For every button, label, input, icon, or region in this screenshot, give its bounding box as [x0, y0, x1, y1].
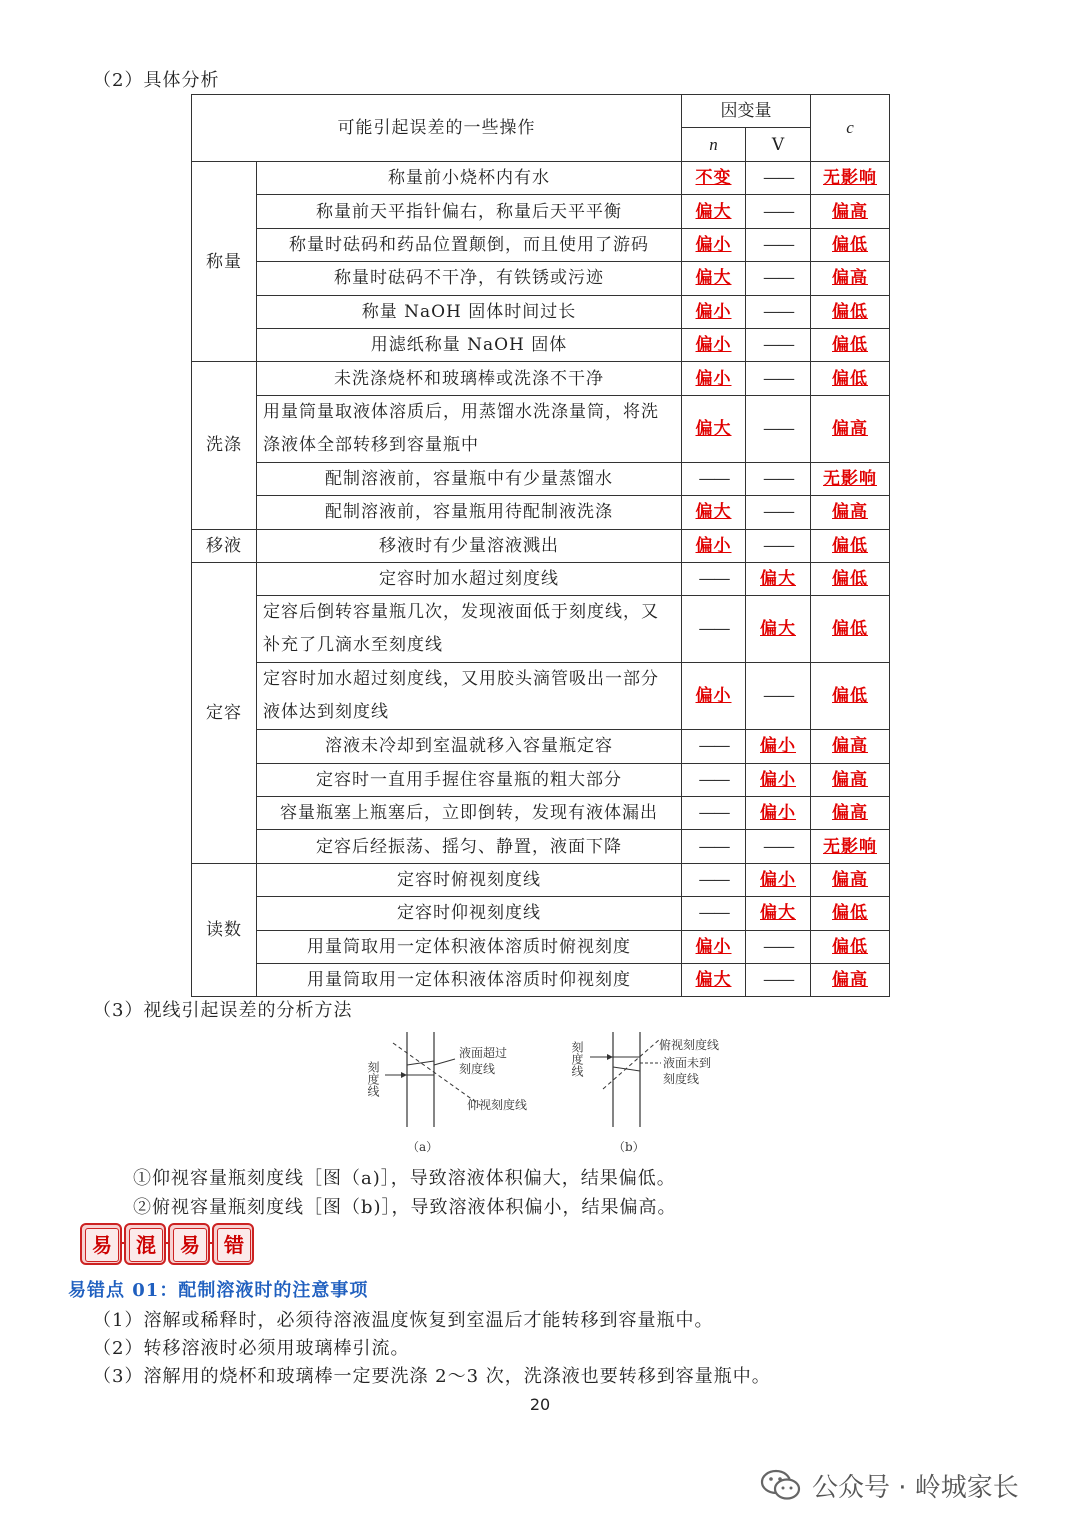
c-effect-cell [811, 562, 890, 595]
category-cell: 称量 [192, 162, 257, 362]
c-effect-cell [811, 897, 890, 930]
v-effect-value: 偏小 [760, 803, 796, 824]
n-effect-cell [682, 162, 746, 195]
category-cell: 读数 [192, 863, 257, 997]
v-effect-value: —— [763, 201, 793, 222]
n-effect-cell [682, 897, 746, 930]
v-effect-cell [746, 663, 811, 730]
v-effect-value: —— [763, 301, 793, 322]
operation-cell: 配制溶液前，容量瓶中有少量蒸馏水 [257, 462, 682, 495]
c-effect-cell [811, 529, 890, 562]
caption-a: （a） [407, 1140, 439, 1154]
header-c: c [811, 95, 890, 162]
c-effect-cell [811, 663, 890, 730]
n-effect-cell [682, 830, 746, 863]
n-effect-cell [682, 462, 746, 495]
c-effect-cell [811, 228, 890, 261]
operation-cell: 溶液未冷却到室温就移入容量瓶定容 [257, 730, 682, 763]
n-effect-value: —— [698, 619, 729, 640]
n-effect-value: 偏小 [695, 936, 732, 957]
n-effect-cell [682, 863, 746, 896]
watermark [760, 1463, 1019, 1507]
n-effect-cell [682, 964, 746, 997]
c-effect-value: 偏高 [832, 769, 868, 790]
n-effect-value: —— [698, 769, 729, 790]
table-row [192, 395, 890, 462]
n-effect-value: 偏大 [695, 418, 732, 439]
n-effect-cell [682, 328, 746, 361]
v-effect-value: 偏小 [760, 736, 796, 757]
c-effect-value: 偏高 [832, 970, 868, 991]
v-effect-value: —— [763, 836, 793, 857]
n-effect-value: 偏大 [695, 201, 732, 222]
label-scale-a: 刻度线 [366, 1061, 380, 1097]
n-effect-value: —— [698, 870, 729, 891]
header-v: V [746, 128, 811, 162]
operation-cell: 称量前小烧杯内有水 [257, 162, 682, 195]
c-effect-cell [811, 763, 890, 796]
n-effect-cell [682, 529, 746, 562]
pitfall-item: （2）转移溶液时必须用玻璃棒引流。 [93, 1338, 410, 1359]
v-effect-value: —— [763, 468, 793, 489]
c-effect-value: 偏低 [832, 301, 868, 322]
table-row [192, 529, 890, 562]
table-row [192, 162, 890, 195]
v-effect-value: 偏大 [760, 619, 796, 640]
c-effect-value: 偏低 [832, 569, 868, 590]
n-effect-cell [682, 763, 746, 796]
n-effect-cell [682, 496, 746, 529]
c-effect-value: 偏低 [832, 368, 868, 389]
c-effect-cell [811, 930, 890, 963]
n-effect-value: 偏大 [695, 970, 732, 991]
c-effect-cell [811, 730, 890, 763]
c-effect-value: 无影响 [823, 836, 877, 857]
n-effect-value: 不变 [695, 168, 732, 189]
c-effect-value: 偏低 [832, 335, 868, 356]
c-effect-value: 偏低 [832, 686, 868, 707]
v-effect-value: —— [763, 168, 793, 189]
n-effect-value: —— [698, 736, 729, 757]
v-effect-value: 偏大 [760, 569, 796, 590]
section-2-title: （2）具体分析 [93, 70, 220, 91]
section-3-title: （3）视线引起误差的分析方法 [93, 1000, 353, 1021]
v-effect-value: —— [763, 970, 793, 991]
c-effect-value: 偏低 [832, 936, 868, 957]
n-effect-cell [682, 930, 746, 963]
c-effect-cell [811, 496, 890, 529]
v-effect-cell [746, 395, 811, 462]
v-effect-value: —— [763, 502, 793, 523]
label-b-under2: 刻度线 [663, 1072, 700, 1086]
error-analysis-table [191, 94, 890, 997]
operation-cell: 未洗涤烧杯和玻璃棒或洗涤不干净 [257, 362, 682, 395]
c-effect-value: 偏高 [832, 268, 868, 289]
c-effect-cell [811, 395, 890, 462]
n-effect-cell [682, 562, 746, 595]
c-effect-cell [811, 195, 890, 228]
wechat-icon [760, 1468, 802, 1502]
operation-cell: 定容后经振荡、摇匀、静置，液面下降 [257, 830, 682, 863]
v-effect-cell [746, 462, 811, 495]
label-scale-b: 刻度线 [570, 1041, 584, 1077]
operation-cell: 定容时加水超过刻度线 [257, 562, 682, 595]
operation-cell: 容量瓶塞上瓶塞后，立即倒转，发现有液体漏出 [257, 797, 682, 830]
operation-cell: 称量时砝码和药品位置颠倒，而且使用了游码 [257, 228, 682, 261]
category-cell: 移液 [192, 529, 257, 562]
n-effect-value: 偏小 [695, 335, 732, 356]
n-effect-cell [682, 228, 746, 261]
sightline-diagram [355, 1027, 745, 1157]
c-effect-value: 偏低 [832, 535, 868, 556]
n-effect-value: —— [698, 468, 729, 489]
badge-yi-2: 易 [168, 1223, 210, 1265]
category-cell: 洗涤 [192, 362, 257, 529]
v-effect-value: —— [763, 234, 793, 255]
n-effect-value: 偏小 [695, 686, 732, 707]
operation-cell: 称量前天平指针偏右，称量后天平平衡 [257, 195, 682, 228]
note-b: ②俯视容量瓶刻度线［图（b)］，导致溶液体积偏小，结果偏高。 [133, 1197, 677, 1218]
v-effect-value: 偏小 [760, 870, 796, 891]
c-effect-cell [811, 462, 890, 495]
table-row [192, 763, 890, 796]
operation-cell: 用量筒取用一定体积液体溶质时俯视刻度 [257, 930, 682, 963]
operation-cell: 用量筒量取液体溶质后，用蒸馏水洗涤量筒，将洗涤液体全部转移到容量瓶中 [257, 395, 682, 462]
table-row [192, 328, 890, 361]
operation-cell: 定容时仰视刻度线 [257, 897, 682, 930]
table-row [192, 730, 890, 763]
badge-hun: 混 [124, 1223, 166, 1265]
label-b-look: 俯视刻度线 [659, 1038, 720, 1052]
c-effect-value: 偏高 [832, 418, 868, 439]
n-effect-value: 偏大 [695, 502, 732, 523]
header-operations: 可能引起误差的一些操作 [192, 95, 682, 162]
n-effect-value: 偏小 [695, 234, 732, 255]
table-row [192, 228, 890, 261]
v-effect-value: —— [763, 418, 793, 439]
c-effect-cell [811, 362, 890, 395]
n-effect-cell [682, 596, 746, 663]
c-effect-value: 偏高 [832, 870, 868, 891]
v-effect-cell [746, 964, 811, 997]
table-row [192, 362, 890, 395]
c-effect-value: 偏高 [832, 502, 868, 523]
c-effect-cell [811, 295, 890, 328]
c-effect-value: 偏高 [832, 201, 868, 222]
operation-cell: 称量时砝码不干净，有铁锈或污迹 [257, 262, 682, 295]
v-effect-cell [746, 195, 811, 228]
v-effect-cell [746, 362, 811, 395]
pitfall-item: （3）溶解用的烧杯和玻璃棒一定要洗涤 2～3 次，洗涤液也要转移到容量瓶中。 [93, 1366, 771, 1387]
n-effect-value: —— [698, 836, 729, 857]
v-effect-cell [746, 830, 811, 863]
v-effect-cell [746, 262, 811, 295]
diagram-a [366, 1032, 527, 1154]
badge-cuo: 错 [212, 1223, 254, 1265]
table-row [192, 562, 890, 595]
table-row [192, 663, 890, 730]
label-a-look: 仰视刻度线 [467, 1098, 528, 1112]
n-effect-cell [682, 262, 746, 295]
c-effect-cell [811, 863, 890, 896]
operation-cell: 定容时加水超过刻度线，又用胶头滴管吸出一部分液体达到刻度线 [257, 663, 682, 730]
c-effect-cell [811, 964, 890, 997]
c-effect-cell [811, 596, 890, 663]
n-effect-value: —— [698, 803, 729, 824]
table-row [192, 195, 890, 228]
table-row [192, 930, 890, 963]
operation-cell: 定容后倒转容量瓶几次，发现液面低于刻度线，又补充了几滴水至刻度线 [257, 596, 682, 663]
v-effect-cell [746, 228, 811, 261]
v-effect-cell [746, 930, 811, 963]
v-effect-cell [746, 162, 811, 195]
n-effect-value: —— [698, 569, 729, 590]
n-effect-cell [682, 295, 746, 328]
operation-cell: 用滤纸称量 NaOH 固体 [257, 328, 682, 361]
pitfall-item: （1）溶解或稀释时，必须待溶液温度恢复到室温后才能转移到容量瓶中。 [93, 1310, 714, 1331]
c-effect-value: 偏高 [832, 803, 868, 824]
c-effect-value: 偏低 [832, 619, 868, 640]
c-effect-cell [811, 797, 890, 830]
table-row [192, 262, 890, 295]
v-effect-cell [746, 295, 811, 328]
c-effect-value: 无影响 [823, 468, 877, 489]
v-effect-value: —— [763, 535, 793, 556]
v-effect-cell [746, 562, 811, 595]
n-effect-cell [682, 395, 746, 462]
n-effect-value: 偏小 [695, 301, 732, 322]
header-n: n [682, 128, 746, 162]
c-effect-value: 无影响 [823, 168, 877, 189]
n-effect-value: 偏小 [695, 368, 732, 389]
header-dependent-variable: 因变量 [682, 95, 811, 128]
n-effect-value: 偏小 [695, 535, 732, 556]
v-effect-value: —— [763, 936, 793, 957]
table-row [192, 830, 890, 863]
operation-cell: 称量 NaOH 固体时间过长 [257, 295, 682, 328]
label-a-over2: 刻度线 [459, 1062, 496, 1076]
operation-cell: 配制溶液前，容量瓶用待配制液洗涤 [257, 496, 682, 529]
label-a-over: 液面超过 [459, 1046, 508, 1060]
table-row [192, 462, 890, 495]
c-effect-value: 偏高 [832, 736, 868, 757]
operation-cell: 用量筒取用一定体积液体溶质时仰视刻度 [257, 964, 682, 997]
page-number: 20 [529, 1395, 551, 1414]
v-effect-value: —— [763, 268, 793, 289]
note-a: ①仰视容量瓶刻度线［图（a)］，导致溶液体积偏大，结果偏低。 [133, 1168, 676, 1189]
v-effect-cell [746, 763, 811, 796]
c-effect-value: 偏低 [832, 234, 868, 255]
n-effect-value: —— [698, 903, 729, 924]
pitfall-title: 易错点 01：配制溶液时的注意事项 [68, 1280, 369, 1301]
label-b-under: 液面未到 [663, 1056, 712, 1070]
v-effect-value: 偏小 [760, 769, 796, 790]
v-effect-cell [746, 529, 811, 562]
n-effect-cell [682, 730, 746, 763]
v-effect-value: —— [763, 686, 793, 707]
table-row [192, 797, 890, 830]
v-effect-cell [746, 730, 811, 763]
table-row [192, 863, 890, 896]
diagram-b [570, 1032, 719, 1154]
operation-cell: 移液时有少量溶液溅出 [257, 529, 682, 562]
c-effect-cell [811, 328, 890, 361]
c-effect-value: 偏低 [832, 903, 868, 924]
table-row [192, 295, 890, 328]
n-effect-cell [682, 362, 746, 395]
v-effect-cell [746, 797, 811, 830]
table-row [192, 496, 890, 529]
c-effect-cell [811, 262, 890, 295]
watermark-text: 公众号 · 岭城家长 [812, 1472, 1019, 1503]
v-effect-value: —— [763, 335, 793, 356]
c-effect-cell [811, 162, 890, 195]
n-effect-value: 偏大 [695, 268, 732, 289]
table-row [192, 964, 890, 997]
v-effect-cell [746, 496, 811, 529]
table-row [192, 897, 890, 930]
badge-yi-1: 易 [80, 1223, 122, 1265]
v-effect-cell [746, 596, 811, 663]
v-effect-value: —— [763, 368, 793, 389]
table-row [192, 596, 890, 663]
caption-b: （b） [613, 1140, 645, 1154]
n-effect-cell [682, 195, 746, 228]
c-effect-cell [811, 830, 890, 863]
v-effect-cell [746, 328, 811, 361]
operation-cell: 定容时俯视刻度线 [257, 863, 682, 896]
v-effect-value: 偏大 [760, 903, 796, 924]
n-effect-cell [682, 663, 746, 730]
v-effect-cell [746, 863, 811, 896]
n-effect-cell [682, 797, 746, 830]
v-effect-cell [746, 897, 811, 930]
category-cell: 定容 [192, 562, 257, 863]
operation-cell: 定容时一直用手握住容量瓶的粗大部分 [257, 763, 682, 796]
